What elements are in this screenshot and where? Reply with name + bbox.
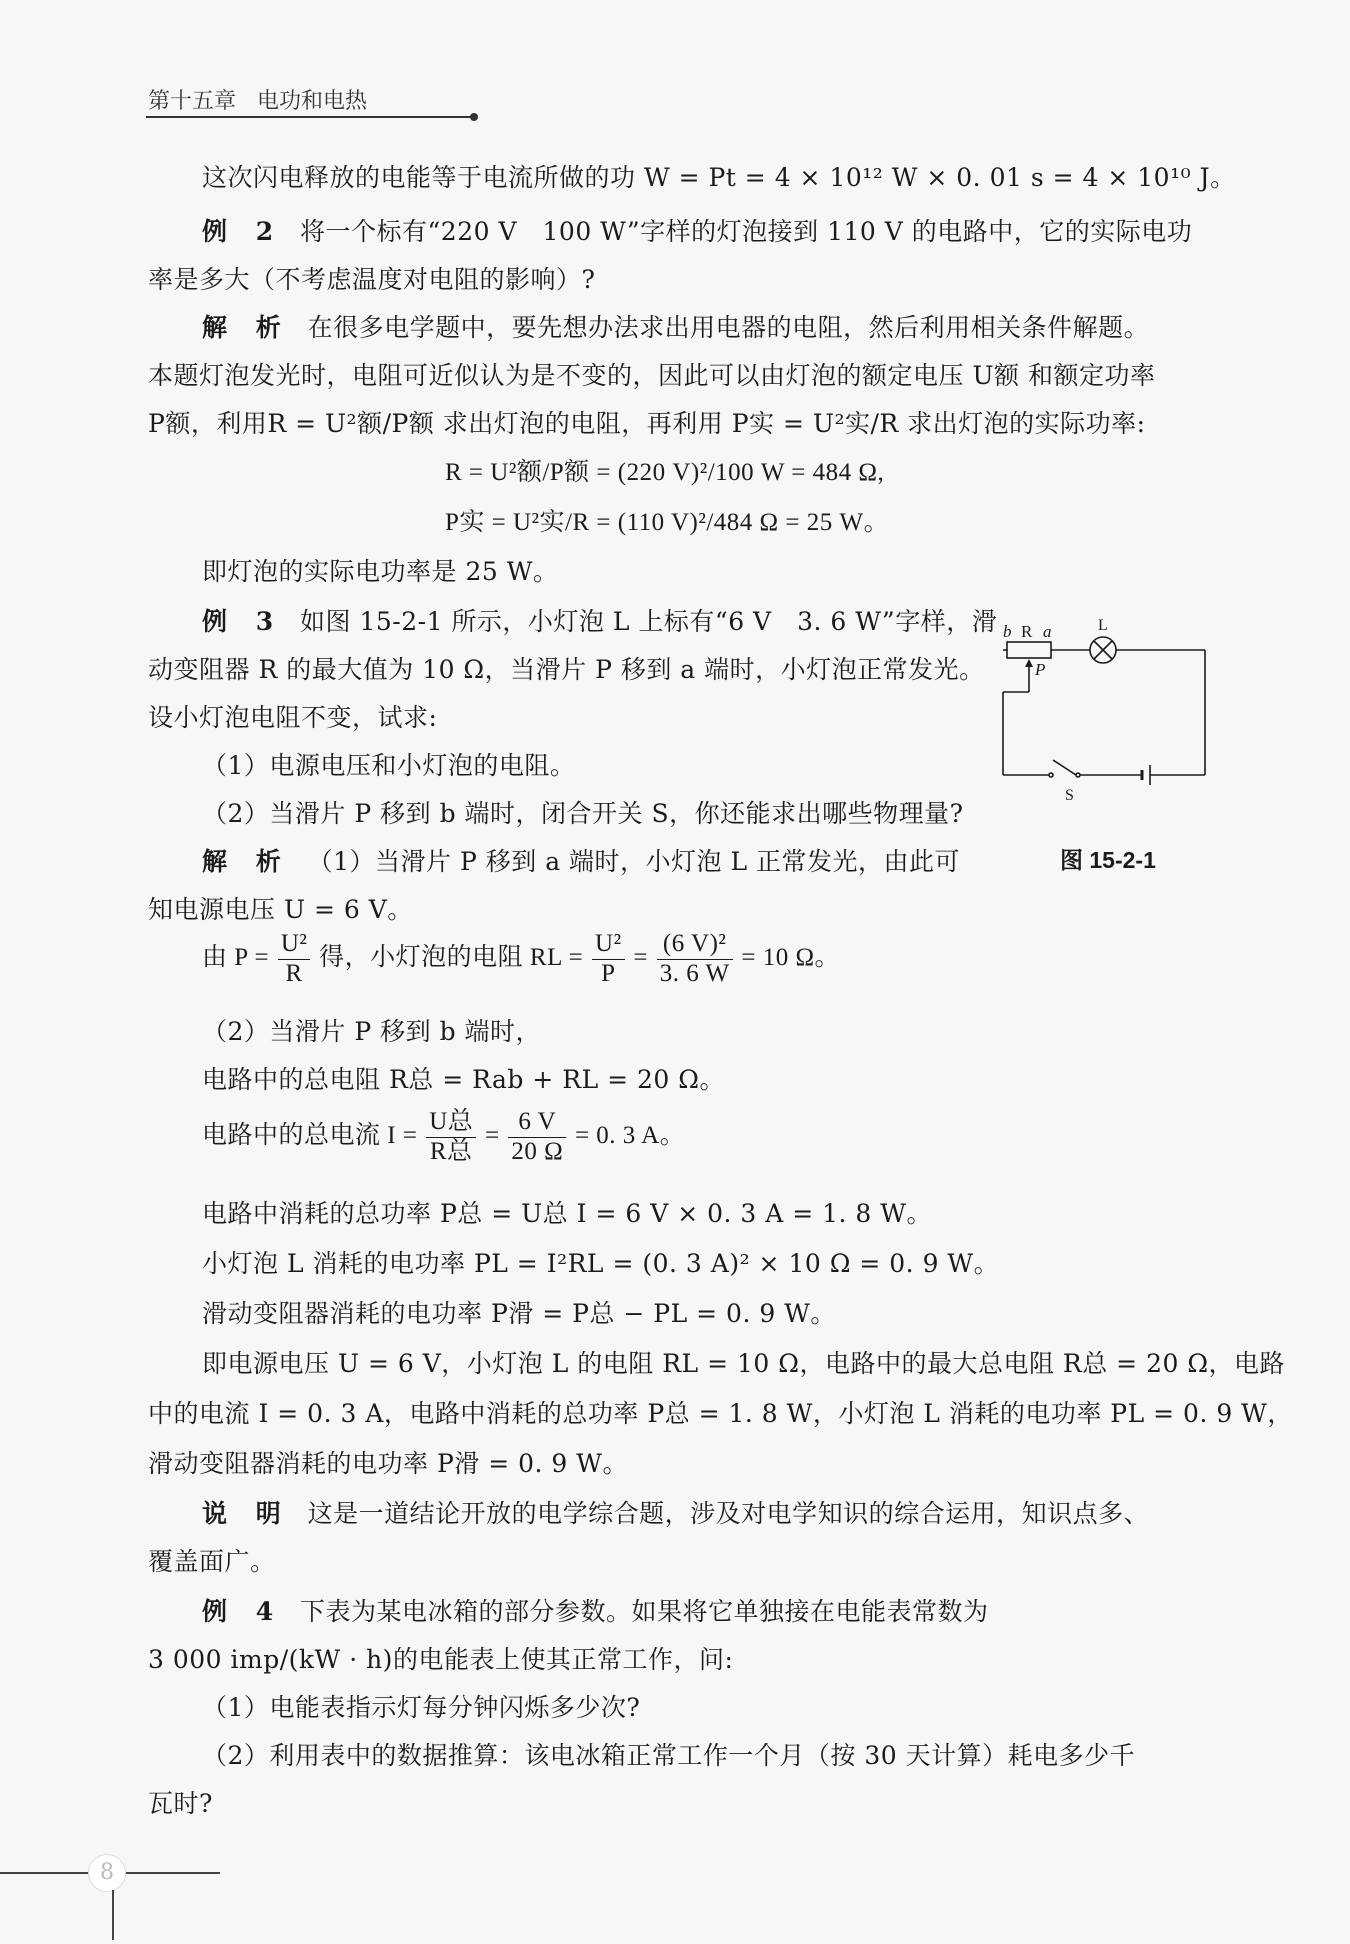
slider-arrow [1025, 659, 1033, 667]
text-line: 覆盖面广。 [148, 1547, 276, 1576]
footer-vertical-rule [112, 1890, 114, 1940]
text-line: 中的电流 I = 0. 3 A，电路中消耗的总功率 P总 = 1. 8 W，小灯泡 L 消耗的电功率 PL = 0. 9 W， [148, 1399, 1293, 1428]
chapter-number: 第十五章 [148, 89, 237, 114]
text-line: 滑动变阻器消耗的电功率 P滑 = P总 − PL = 0. 9 W。 [202, 1299, 836, 1328]
header-rule [146, 116, 474, 118]
text-line: 电路中的总电阻 R总 = Rab + RL = 20 Ω。 [202, 1065, 726, 1094]
chapter-title: 电功和电热 [257, 89, 368, 114]
example-4-line [202, 1592, 989, 1628]
example-3-label: 例 3 [202, 607, 284, 636]
note-label: 说 明 [202, 1499, 291, 1528]
text-line: 滑动变阻器消耗的电功率 P滑 = 0. 9 W。 [148, 1449, 628, 1478]
equation-actual-power: P实 = U²实/R = (110 V)²/484 Ω = 25 W。 [445, 509, 890, 536]
analysis-label: 解 析 [202, 847, 291, 876]
switch-contact [1076, 773, 1080, 777]
question-item: （2）当滑片 P 移到 b 端时，闭合开关 S，你还能求出哪些物理量? [202, 799, 964, 828]
label-b: b [1003, 622, 1012, 641]
chapter-header [148, 84, 367, 115]
text-line: P额，利用R = U²额/P额 求出灯泡的电阻，再利用 P实 = U²实/R 求出灯泡的实际功率: [148, 409, 1146, 438]
text-line: 即灯泡的实际电功率是 25 W。 [202, 557, 559, 586]
text-line: 设小灯泡电阻不变，试求: [148, 703, 438, 732]
text-line: 即电源电压 U = 6 V，小灯泡 L 的电阻 RL = 10 Ω，电路中的最大总电阻 R总 = 20 Ω，电路 [202, 1349, 1286, 1378]
question-item: （1）电能表指示灯每分钟闪烁多少次? [202, 1693, 641, 1722]
note-line [202, 1494, 1149, 1530]
text-line: 将一个标有“220 V 100 W”字样的灯泡接到 110 V 的电路中，它的实际电功 [300, 217, 1193, 246]
text-line: 动变阻器 R 的最大值为 10 Ω，当滑片 P 移到 a 端时，小灯泡正常发光。 [148, 655, 985, 684]
analysis-line [202, 308, 1149, 344]
label-a: a [1043, 622, 1052, 641]
text-line: 如图 15-2-1 所示，小灯泡 L 上标有“6 V 3. 6 W”字样，滑 [300, 607, 998, 636]
text-line: （2）当滑片 P 移到 b 端时， [202, 1017, 542, 1046]
question-item: （2）利用表中的数据推算：该电冰箱正常工作一个月（按 30 天计算）耗电多少千 [202, 1741, 1136, 1770]
text-line: 在很多电学题中，要先想办法求出用电器的电阻，然后利用相关条件解题。 [307, 313, 1150, 342]
text-line: 这是一道结论开放的电学综合题，涉及对电学知识的综合运用，知识点多、 [307, 1499, 1150, 1528]
text-line: 知电源电压 U = 6 V。 [148, 895, 413, 924]
text-line: 电路中消耗的总功率 P总 = U总 I = 6 V × 0. 3 A = 1. 8 W。 [202, 1199, 932, 1228]
label-S: S [1065, 787, 1074, 804]
text-line: 小灯泡 L 消耗的电功率 PL = I²RL = (0. 3 A)² × 10 Ω = 0. 9 W。 [202, 1249, 1000, 1278]
switch-contact [1049, 773, 1053, 777]
circuit-diagram [995, 610, 1225, 810]
label-P: P [1035, 660, 1046, 679]
equation-resistance: R = U²额/P额 = (220 V)²/100 W = 484 Ω, [445, 459, 885, 486]
rheostat [1007, 642, 1051, 658]
page-number: 8 [88, 1854, 126, 1892]
text-line: 下表为某电冰箱的部分参数。如果将它单独接在电能表常数为 [300, 1597, 989, 1626]
figure-caption: 图 15-2-1 [1060, 847, 1156, 873]
label-R: R [1021, 622, 1033, 641]
fraction: $\frac{6 V}{20 \Omega}$ [508, 1108, 566, 1167]
question-item: （1）电源电压和小灯泡的电阻。 [202, 751, 576, 780]
fraction: $\frac{\text{U²}}{R}$ [278, 930, 311, 989]
fraction: $\frac{\text{U²}}{P}$ [592, 930, 625, 989]
text-line: （1）当滑片 P 移到 a 端时，小灯泡 L 正常发光，由此可 [307, 847, 961, 876]
example-2-line [202, 212, 1192, 248]
text-line: 本题灯泡发光时，电阻可近似认为是不变的，因此可以由灯泡的额定电压 U额 和额定功率 [148, 361, 1156, 390]
example-3-line [202, 602, 997, 638]
fraction: $\frac{\text{U总}}{\text{R总}}$ [426, 1108, 476, 1167]
switch-blade [1053, 760, 1076, 775]
example-4-label: 例 4 [202, 1597, 284, 1626]
analysis-label: 解 析 [202, 313, 291, 342]
header-dot [470, 113, 478, 121]
label-L: L [1098, 617, 1108, 634]
text-line: 这次闪电释放的电能等于电流所做的功 W = Pt = 4 × 10¹² W × 0. 01 s = 4 × 10¹⁰ J。 [202, 163, 1236, 192]
example-2-label: 例 2 [202, 217, 284, 246]
formula-lamp-resistance: 由 P = $\frac{\text{U²}}{R}$ 得，小灯泡的电阻 RL = $\frac{\text{U²}}{P}$ = $\frac{\text{(6 V)²}}{3. 6 W}$ = 10 Ω。 [202, 930, 841, 987]
text-line: 率是多大（不考虑温度对电阻的影响）? [148, 265, 596, 294]
analysis-line [202, 842, 960, 878]
formula-total-current: 电路中的总电流 I = $\frac{\text{U总}}{\text{R总}}$ = $\frac{6 V}{20 \Omega}$ = 0. 3 A。 [202, 1108, 686, 1165]
text-line: 3 000 imp/(kW · h)的电能表上使其正常工作，问: [148, 1645, 734, 1674]
fraction: $\frac{\text{(6 V)²}}{3. 6 W}$ [657, 930, 733, 989]
text-line: 瓦时? [148, 1789, 213, 1818]
